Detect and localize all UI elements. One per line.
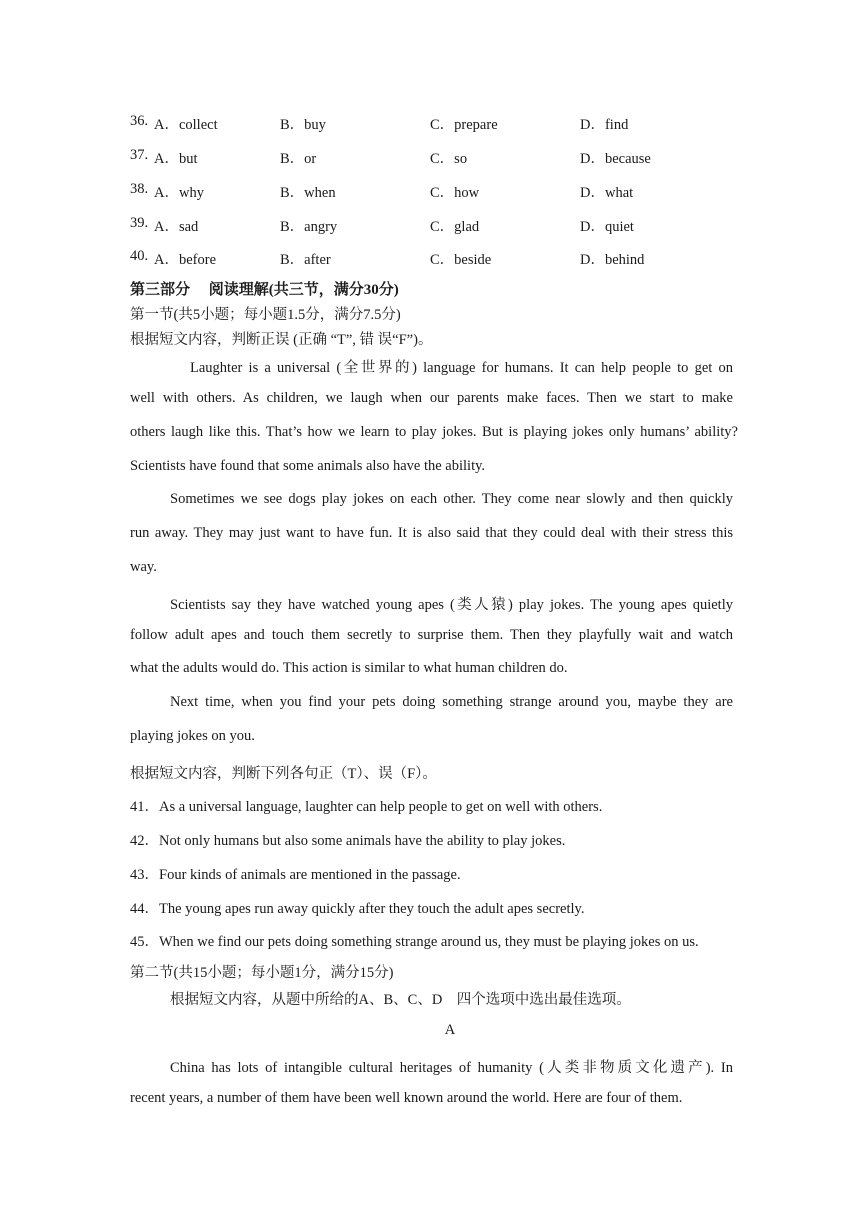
option-b: B．when [280,185,336,201]
option-row-36 [130,113,750,133]
passage-line: Sometimes we see dogs play jokes on each other. They come near slowly and then quickly [170,491,733,507]
section1-instruction: 根据短文内容，判断正误 (正确 “T”, 错 误“F”)。 [130,332,433,348]
option-d: D．find [580,117,629,133]
judge-instruction: 根据短文内容，判断下列各句正（T）、误（F）。 [130,766,437,782]
option-d: D．because [580,151,651,167]
statement-42: 42．Not only humans but also some animals have the ability to play jokes. [130,833,566,849]
option-b: B．after [280,252,331,268]
passage-line: follow adult apes and touch them secretly to surprise them. Then they playfully wait and watch [130,627,733,643]
statement-45: 45．When we find our pets doing something strange around us, they must be playing jokes on us. [130,934,699,950]
passage-line: Scientists say they have watched young apes (类人猿) play jokes. The young apes quietly [170,597,733,613]
option-c: C．prepare [430,117,498,133]
passage-a-line: recent years, a number of them have been well known around the world. Here are four of them. [130,1090,683,1106]
option-a: A．sad [154,219,199,235]
option-c: C．glad [430,219,480,235]
passage-line: Next time, when you find your pets doing something strange around you, maybe they are [170,694,733,710]
option-b: B．angry [280,219,338,235]
passage-line: Scientists have found that some animals also have the ability. [130,458,486,474]
option-row-38 [130,181,750,201]
option-row-39 [130,215,750,235]
option-c: C．beside [430,252,492,268]
passage-line: Laughter is a universal (全世界的) language for humans. It can help people to get on [190,360,733,376]
option-d: D．behind [580,252,645,268]
option-d: D．quiet [580,219,634,235]
passage-line: well with others. As children, we laugh when our parents make faces. Then we start to make [130,390,733,406]
statement-41: 41．As a universal language, laughter can help people to get on well with others. [130,799,603,815]
option-b: B．buy [280,117,326,133]
option-c: C．so [430,151,468,167]
passage-line: way. [130,559,157,575]
passage-line: playing jokes on you. [130,728,255,744]
statement-43: 43．Four kinds of animals are mentioned in the passage. [130,867,461,883]
passage-line: run away. They may just want to have fun. It is also said that they could deal with their stress this [130,525,733,541]
option-c: C．how [430,185,480,201]
part3-heading: 第三部分 阅读理解(共三节，满分30分) [130,282,399,298]
passage-a-line: China has lots of intangible cultural heritages of humanity (人类非物质文化遗产). In [170,1060,733,1076]
statement-44: 44．The young apes run away quickly after they touch the adult apes secretly. [130,901,585,917]
question-number: 37. [130,147,149,163]
option-a: A．why [154,185,204,201]
option-a: A．before [154,252,217,268]
question-number: 40. [130,248,149,264]
section1-heading: 第一节(共5小题；每小题1.5分，满分7.5分) [130,307,401,323]
question-number: 38. [130,181,149,197]
option-row-40 [130,248,750,268]
option-row-37 [130,147,750,167]
option-d: D．what [580,185,634,201]
option-b: B．or [280,151,317,167]
section2-instruction: 根据短文内容，从题中所给的A、B、C、D 四个选项中选出最佳选项。 [170,992,631,1008]
passage-line: what the adults would do. This action is similar to what human children do. [130,660,568,676]
section2-heading: 第二节(共15小题；每小题1分，满分15分) [130,965,394,981]
passage-a-label: A [444,1022,456,1038]
question-number: 36. [130,113,149,129]
option-a: A．collect [154,117,218,133]
question-number: 39. [130,215,149,231]
passage-line: others laugh like this. That’s how we learn to play jokes. But is playing jokes only humans’ ability? [130,424,738,440]
option-a: A．but [154,151,198,167]
